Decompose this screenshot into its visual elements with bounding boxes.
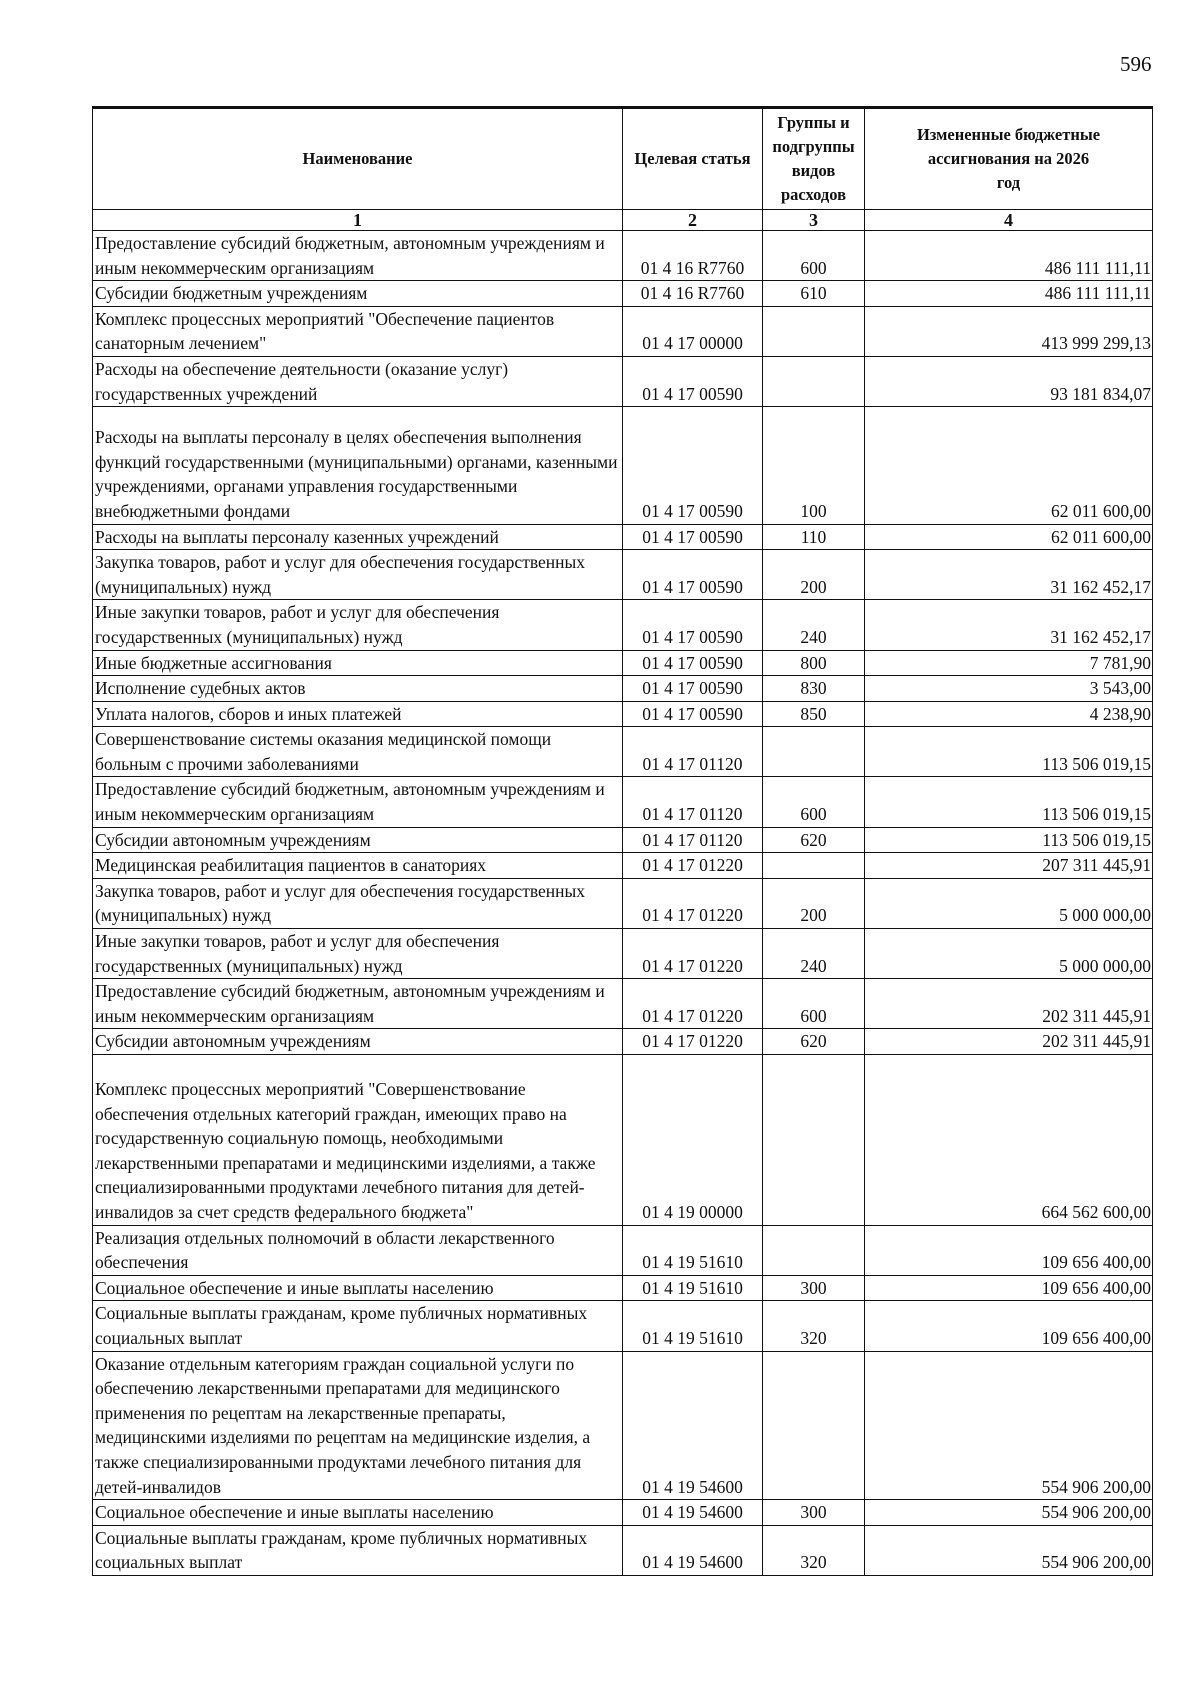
table-row	[93, 1351, 1153, 1500]
row-amount-cell: 554 906 200,00	[865, 1351, 1153, 1500]
row-group-cell: 800	[763, 650, 865, 676]
table-row	[93, 701, 1153, 727]
table-row	[93, 777, 1153, 827]
header-amount: Измененные бюджетные ассигнования на 2026 год	[865, 108, 1153, 210]
row-code-cell: 01 4 17 01220	[623, 979, 763, 1029]
row-name-cell: Предоставление субсидий бюджетным, автономным учреждениям и иным некоммерческим организациям	[93, 777, 623, 827]
row-name-cell: Социальное обеспечение и иные выплаты населению	[93, 1275, 623, 1301]
row-group-cell: 240	[763, 600, 865, 650]
table-row	[93, 281, 1153, 307]
row-amount-cell: 31 162 452,17	[865, 550, 1153, 600]
row-code-cell: 01 4 19 51610	[623, 1225, 763, 1275]
row-group-cell: 100	[763, 407, 865, 524]
row-code-cell: 01 4 19 51610	[623, 1301, 763, 1351]
row-code-cell: 01 4 16 R7760	[623, 281, 763, 307]
row-group-cell	[763, 356, 865, 406]
row-code-cell: 01 4 17 01220	[623, 878, 763, 928]
row-group-cell	[763, 1055, 865, 1226]
header-target-article: Целевая статья	[623, 108, 763, 210]
row-amount-cell: 554 906 200,00	[865, 1500, 1153, 1526]
row-code-cell: 01 4 16 R7760	[623, 231, 763, 281]
row-group-cell: 300	[763, 1275, 865, 1301]
row-amount-cell: 486 111 111,11	[865, 231, 1153, 281]
row-name-cell: Оказание отдельным категориям граждан социальной услуги по обеспечению лекарственными препаратами для медицинского применения по рецептам на лекарственные препараты, медицинскими изделиями по рецептам на медицинские изделия, а также специализированными продуктами лечебного питания для детей-инвалидов	[93, 1351, 623, 1500]
column-number-row	[93, 210, 1153, 231]
row-group-cell: 240	[763, 929, 865, 979]
table-row	[93, 676, 1153, 702]
row-amount-cell: 109 656 400,00	[865, 1225, 1153, 1275]
page-number: 596	[1120, 52, 1152, 76]
row-group-cell	[763, 853, 865, 879]
row-group-cell	[763, 1351, 865, 1500]
row-name-cell: Иные закупки товаров, работ и услуг для обеспечения государственных (муниципальных) нужд	[93, 929, 623, 979]
row-amount-cell: 7 781,90	[865, 650, 1153, 676]
row-amount-cell: 5 000 000,00	[865, 878, 1153, 928]
table-row	[93, 650, 1153, 676]
row-name-cell: Расходы на обеспечение деятельности (оказание услуг) государственных учреждений	[93, 356, 623, 406]
column-number: 3	[763, 210, 865, 231]
table-row	[93, 1225, 1153, 1275]
table-row	[93, 878, 1153, 928]
row-code-cell: 01 4 17 01120	[623, 827, 763, 853]
row-amount-cell: 109 656 400,00	[865, 1301, 1153, 1351]
row-amount-cell: 486 111 111,11	[865, 281, 1153, 307]
row-amount-cell: 554 906 200,00	[865, 1525, 1153, 1575]
table-body	[93, 231, 1153, 1576]
table-row	[93, 231, 1153, 281]
table-row	[93, 600, 1153, 650]
row-name-cell: Закупка товаров, работ и услуг для обеспечения государственных (муниципальных) нужд	[93, 550, 623, 600]
row-amount-cell: 113 506 019,15	[865, 777, 1153, 827]
table-row	[93, 407, 1153, 524]
row-name-cell: Социальные выплаты гражданам, кроме публичных нормативных социальных выплат	[93, 1525, 623, 1575]
row-code-cell: 01 4 17 00590	[623, 550, 763, 600]
table-row	[93, 979, 1153, 1029]
row-name-cell: Медицинская реабилитация пациентов в санаториях	[93, 853, 623, 879]
row-group-cell: 320	[763, 1525, 865, 1575]
row-name-cell: Расходы на выплаты персоналу в целях обеспечения выполнения функций государственными (муниципальными) органами, казенными учреждениями, органами управления государственными внебюджетными фондами	[93, 407, 623, 524]
row-code-cell: 01 4 17 01220	[623, 853, 763, 879]
row-code-cell: 01 4 17 01220	[623, 929, 763, 979]
row-group-cell: 200	[763, 550, 865, 600]
row-amount-cell: 4 238,90	[865, 701, 1153, 727]
table-row	[93, 550, 1153, 600]
row-code-cell: 01 4 17 00590	[623, 407, 763, 524]
row-group-cell: 600	[763, 777, 865, 827]
row-name-cell: Социальное обеспечение и иные выплаты населению	[93, 1500, 623, 1526]
table-row	[93, 1275, 1153, 1301]
row-group-cell: 830	[763, 676, 865, 702]
row-name-cell: Совершенствование системы оказания медицинской помощи больным с прочими заболеваниями	[93, 727, 623, 777]
row-amount-cell: 113 506 019,15	[865, 727, 1153, 777]
row-group-cell: 200	[763, 878, 865, 928]
row-amount-cell: 31 162 452,17	[865, 600, 1153, 650]
row-name-cell: Закупка товаров, работ и услуг для обеспечения государственных (муниципальных) нужд	[93, 878, 623, 928]
row-amount-cell: 62 011 600,00	[865, 407, 1153, 524]
row-code-cell: 01 4 17 01120	[623, 727, 763, 777]
table-row	[93, 1500, 1153, 1526]
row-code-cell: 01 4 17 00590	[623, 600, 763, 650]
row-group-cell: 620	[763, 827, 865, 853]
row-code-cell: 01 4 17 00590	[623, 701, 763, 727]
row-code-cell: 01 4 17 01120	[623, 777, 763, 827]
row-name-cell: Иные бюджетные ассигнования	[93, 650, 623, 676]
row-amount-cell: 202 311 445,91	[865, 979, 1153, 1029]
row-code-cell: 01 4 19 54600	[623, 1351, 763, 1500]
row-amount-cell: 3 543,00	[865, 676, 1153, 702]
header-groups: Группы и подгруппы видов расходов	[763, 108, 865, 210]
row-name-cell: Социальные выплаты гражданам, кроме публичных нормативных социальных выплат	[93, 1301, 623, 1351]
table-header-row	[93, 108, 1153, 210]
row-amount-cell: 413 999 299,13	[865, 306, 1153, 356]
table-row	[93, 524, 1153, 550]
row-group-cell: 610	[763, 281, 865, 307]
row-code-cell: 01 4 17 01220	[623, 1029, 763, 1055]
table-row	[93, 827, 1153, 853]
row-group-cell	[763, 306, 865, 356]
row-name-cell: Исполнение судебных актов	[93, 676, 623, 702]
header-name: Наименование	[93, 108, 623, 210]
row-name-cell: Комплекс процессных мероприятий "Обеспечение пациентов санаторным лечением"	[93, 306, 623, 356]
row-name-cell: Уплата налогов, сборов и иных платежей	[93, 701, 623, 727]
column-number: 1	[93, 210, 623, 231]
row-code-cell: 01 4 19 51610	[623, 1275, 763, 1301]
row-code-cell: 01 4 19 00000	[623, 1055, 763, 1226]
table-row	[93, 1301, 1153, 1351]
row-name-cell: Предоставление субсидий бюджетным, автономным учреждениям и иным некоммерческим организациям	[93, 979, 623, 1029]
table-row	[93, 1055, 1153, 1226]
row-amount-cell: 109 656 400,00	[865, 1275, 1153, 1301]
row-group-cell: 600	[763, 231, 865, 281]
row-name-cell: Субсидии бюджетным учреждениям	[93, 281, 623, 307]
row-name-cell: Реализация отдельных полномочий в области лекарственного обеспечения	[93, 1225, 623, 1275]
row-group-cell: 850	[763, 701, 865, 727]
row-group-cell: 300	[763, 1500, 865, 1526]
row-amount-cell: 62 011 600,00	[865, 524, 1153, 550]
table-row	[93, 853, 1153, 879]
row-group-cell: 620	[763, 1029, 865, 1055]
row-name-cell: Предоставление субсидий бюджетным, автономным учреждениям и иным некоммерческим организациям	[93, 231, 623, 281]
row-amount-cell: 202 311 445,91	[865, 1029, 1153, 1055]
row-amount-cell: 664 562 600,00	[865, 1055, 1153, 1226]
row-group-cell	[763, 727, 865, 777]
table-row	[93, 1525, 1153, 1575]
row-amount-cell: 93 181 834,07	[865, 356, 1153, 406]
column-number: 2	[623, 210, 763, 231]
row-code-cell: 01 4 17 00590	[623, 524, 763, 550]
table-row	[93, 306, 1153, 356]
row-amount-cell: 5 000 000,00	[865, 929, 1153, 979]
row-name-cell: Иные закупки товаров, работ и услуг для обеспечения государственных (муниципальных) нужд	[93, 600, 623, 650]
row-group-cell: 600	[763, 979, 865, 1029]
row-code-cell: 01 4 17 00000	[623, 306, 763, 356]
row-amount-cell: 113 506 019,15	[865, 827, 1153, 853]
table-row	[93, 356, 1153, 406]
row-code-cell: 01 4 19 54600	[623, 1525, 763, 1575]
row-name-cell: Расходы на выплаты персоналу казенных учреждений	[93, 524, 623, 550]
row-name-cell: Субсидии автономным учреждениям	[93, 1029, 623, 1055]
row-name-cell: Субсидии автономным учреждениям	[93, 827, 623, 853]
row-code-cell: 01 4 17 00590	[623, 356, 763, 406]
row-code-cell: 01 4 19 54600	[623, 1500, 763, 1526]
table-row	[93, 727, 1153, 777]
row-group-cell: 320	[763, 1301, 865, 1351]
column-number: 4	[865, 210, 1153, 231]
row-code-cell: 01 4 17 00590	[623, 650, 763, 676]
row-group-cell	[763, 1225, 865, 1275]
table-row	[93, 1029, 1153, 1055]
row-code-cell: 01 4 17 00590	[623, 676, 763, 702]
row-group-cell: 110	[763, 524, 865, 550]
budget-table	[92, 106, 1153, 1576]
row-name-cell: Комплекс процессных мероприятий "Совершенствование обеспечения отдельных категорий граждан, имеющих право на государственную социальную помощь, необходимыми лекарственными препаратами и медицинскими изделиями, а также специализированными продуктами лечебного питания для детей-инвалидов за счет средств федерального бюджета"	[93, 1055, 623, 1226]
table-row	[93, 929, 1153, 979]
row-amount-cell: 207 311 445,91	[865, 853, 1153, 879]
